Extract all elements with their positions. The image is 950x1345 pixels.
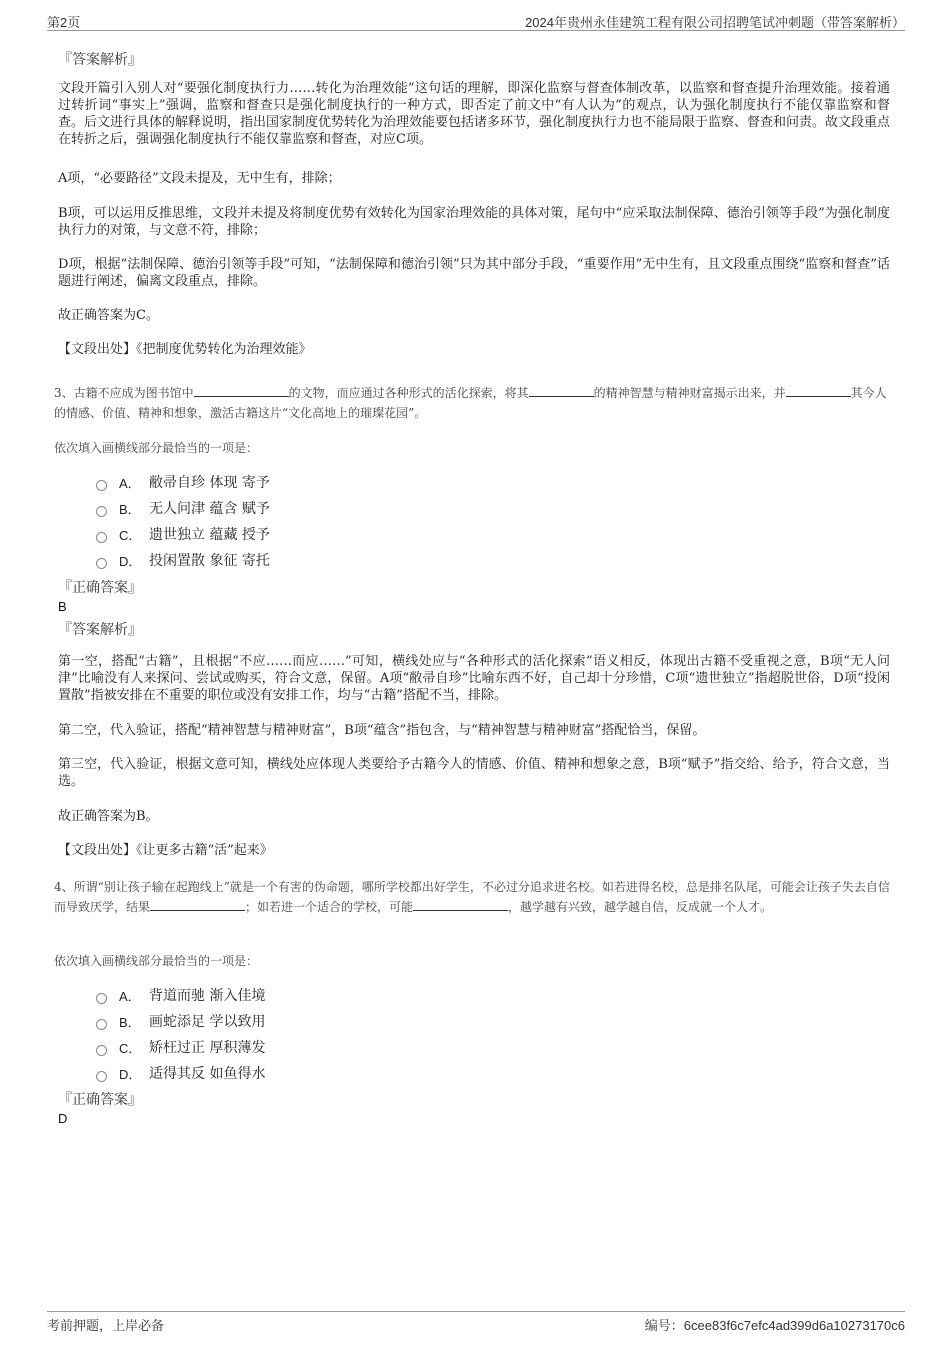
option-text: 敝帚自珍 体现 寄予 xyxy=(149,475,270,491)
radio-icon[interactable] xyxy=(96,480,107,491)
page-number: 第2页 xyxy=(47,15,81,30)
q4-stem xyxy=(54,877,894,917)
q3-option-c[interactable] xyxy=(96,521,270,547)
q4-options xyxy=(96,982,265,1086)
option-text: 背道而驰 渐入佳境 xyxy=(149,988,266,1004)
q4-stem-text: ，越学越有兴致，越学越自信，反成就一个人才。 xyxy=(508,900,773,914)
q2-analysis-paragraph: 文段开篇引入别人对“要强化制度执行力……转化为治理效能”这句话的理解，即深化监察与督查体制改革，以监察和督查提升治理效能。接着通过转折词“事实上”强调，监察和督查只是强化制度执行的一种方式，即否定了前文中“有人认为”的观点，认为强化制度执行不能仅靠监察和督查。后文进行具体的解释说明，指出国家制度优势转化为治理效能要包括诸多环节，强化制度执行力也不能局限于监察、督查和问责。故文段重点在转折之后，强调强化制度执行不能仅靠监察和督查，对应C项。 xyxy=(58,81,891,147)
option-letter: C． xyxy=(119,527,142,543)
q3-stem-text: 3、古籍不应成为图书馆中 xyxy=(54,386,194,400)
option-letter: A． xyxy=(119,475,141,491)
q3-conclusion xyxy=(58,808,890,825)
q3-analysis-paragraph: 第三空，代入验证，根据文意可知，横线处应体现人类要给予古籍今人的情感、价值、精神和想象之意，B项“赋予”指交给、给予，符合文意，当选。 xyxy=(58,757,890,789)
q4-answer: D xyxy=(58,1111,68,1126)
q4-answer-label: 『正确答案』 xyxy=(58,1092,142,1108)
radio-icon[interactable] xyxy=(96,993,107,1004)
q2-correct-answer-text: 故正确答案为C。 xyxy=(58,308,159,323)
q3-stem-text: 其今人的情感、价值、精神和想象，激活古籍这片“文化高地上的璀璨花园”。 xyxy=(54,386,887,420)
option-letter: C． xyxy=(119,1040,142,1056)
q2-option-a-note xyxy=(58,170,890,187)
q3-analysis-1 xyxy=(58,653,890,704)
q4-option-c[interactable] xyxy=(96,1034,265,1060)
q3-analysis-3 xyxy=(58,756,890,790)
q3-analysis-paragraph: 第二空，代入验证，搭配“精神智慧与精神财富”，B项“蕴含”指包含，与“精神智慧与精神财富”搭配恰当，保留。 xyxy=(58,723,706,738)
serial-number: 6cee83f6c7efc4ad399d6a10273170c6 xyxy=(683,1318,905,1333)
q4-option-d[interactable] xyxy=(96,1060,265,1086)
q2-analysis-section xyxy=(58,50,890,70)
q2-analysis-body xyxy=(58,80,890,148)
radio-icon[interactable] xyxy=(96,1071,107,1082)
option-text: 适得其反 如鱼得水 xyxy=(149,1066,266,1082)
option-letter: B． xyxy=(119,501,141,517)
option-letter: D． xyxy=(119,1066,142,1082)
q2-analysis-paragraph: B项，可以运用反推思维，文段并未提及将制度优势有效转化为国家治理效能的具体对策，尾句中“应采取法制保障、德治引领等手段”为强化制度执行力的对策，与文意不符，排除； xyxy=(58,206,890,238)
q2-analysis-paragraph: A项，“必要路径”文段未提及，无中生有，排除； xyxy=(58,171,341,186)
q3-answer-section xyxy=(58,578,890,640)
q3-option-b[interactable] xyxy=(96,495,270,521)
q4-stem-text: 4、所谓“别让孩子输在起跑线上”就是一个有害的伪命题，哪所学校都出好学生，不必过分追求进名校。如若进得名校，总是排名队尾，可能会让孩子失去自信而导致厌学，结果 xyxy=(54,880,890,914)
q4-stem-text: ；如若进一个适合的学校，可能 xyxy=(245,900,414,914)
q3-prompt: 依次填入画横线部分最恰当的一项是： xyxy=(54,441,259,455)
page-footer xyxy=(47,1311,905,1334)
q3-options xyxy=(96,469,270,573)
q4-option-b[interactable] xyxy=(96,1008,265,1034)
q3-option-d[interactable] xyxy=(96,547,270,573)
option-text: 无人问津 蕴含 赋予 xyxy=(149,501,270,517)
q3-analysis-2 xyxy=(58,722,890,739)
q2-analysis-label: 『答案解析』 xyxy=(58,52,142,68)
option-letter: D． xyxy=(119,553,142,569)
q3-option-a[interactable] xyxy=(96,469,270,495)
document-title: 2024年贵州永佳建筑工程有限公司招聘笔试冲刺题（带答案解析） xyxy=(525,15,905,30)
option-text: 投闲置散 象征 寄托 xyxy=(149,553,270,569)
serial-label: 编号： xyxy=(644,1318,684,1333)
q3-answer-label: 『正确答案』 xyxy=(58,580,142,596)
footer-slogan: 考前押题，上岸必备 xyxy=(47,1319,165,1334)
q2-source-text: 【文段出处】《把制度优势转化为治理效能》 xyxy=(58,342,312,357)
q3-blank-2 xyxy=(529,384,594,397)
radio-icon[interactable] xyxy=(96,1045,107,1056)
q3-blank-3 xyxy=(786,384,851,397)
radio-icon[interactable] xyxy=(96,1019,107,1030)
q3-source-text: 【文段出处】《让更多古籍“活”起来》 xyxy=(58,843,273,858)
q3-stem-text: 的精神智慧与精神财富揭示出来，并 xyxy=(593,386,786,400)
q3-analysis-label: 『答案解析』 xyxy=(58,622,142,638)
radio-icon[interactable] xyxy=(96,532,107,543)
q2-conclusion xyxy=(58,307,890,324)
q3-source xyxy=(58,842,890,859)
page-header xyxy=(47,8,905,31)
option-letter: A． xyxy=(119,988,141,1004)
q3-analysis-paragraph: 第一空，搭配“古籍”，且根据“不应……而应……”可知，横线处应与“各种形式的活化探索”语义相反，体现出古籍不受重视之意，B项“无人问津”比喻没有人来探问、尝试或购买，符合文意，保留。A项“敝帚自珍”比喻东西不好，自己却十分珍惜，C项“遗世独立”指超脱世俗，D项“投闲置散”指被安排在不重要的职位或没有安排工作，均与“古籍”搭配不当，排除。 xyxy=(58,654,890,703)
q3-correct-answer-text: 故正确答案为B。 xyxy=(58,809,159,824)
q3-blank-1 xyxy=(194,384,289,397)
q4-blank-2 xyxy=(413,898,508,911)
option-text: 矫枉过正 厚积薄发 xyxy=(149,1040,266,1056)
q2-option-b-note xyxy=(58,205,890,239)
q3-stem xyxy=(54,383,894,423)
q4-blank-1 xyxy=(150,898,245,911)
radio-icon[interactable] xyxy=(96,558,107,569)
q4-prompt: 依次填入画横线部分最恰当的一项是： xyxy=(54,954,259,968)
option-text: 画蛇添足 学以致用 xyxy=(149,1014,266,1030)
option-letter: B． xyxy=(119,1014,141,1030)
q4-answer-section xyxy=(58,1090,890,1128)
q2-source xyxy=(58,341,890,358)
q2-option-d-note xyxy=(58,256,890,290)
option-text: 遗世独立 蕴藏 授予 xyxy=(149,527,270,543)
q3-answer: B xyxy=(58,599,67,614)
radio-icon[interactable] xyxy=(96,506,107,517)
q2-analysis-paragraph: D项，根据“法制保障、德治引领等手段”可知，“法制保障和德治引领”只为其中部分手段，“重要作用”无中生有，且文段重点围绕“监察和督查”话题进行阐述，偏离文段重点，排除。 xyxy=(58,257,890,289)
footer-serial xyxy=(645,1315,905,1334)
q4-option-a[interactable] xyxy=(96,982,265,1008)
q3-stem-text: 的文物，而应通过各种形式的活化探索，将其 xyxy=(288,386,529,400)
